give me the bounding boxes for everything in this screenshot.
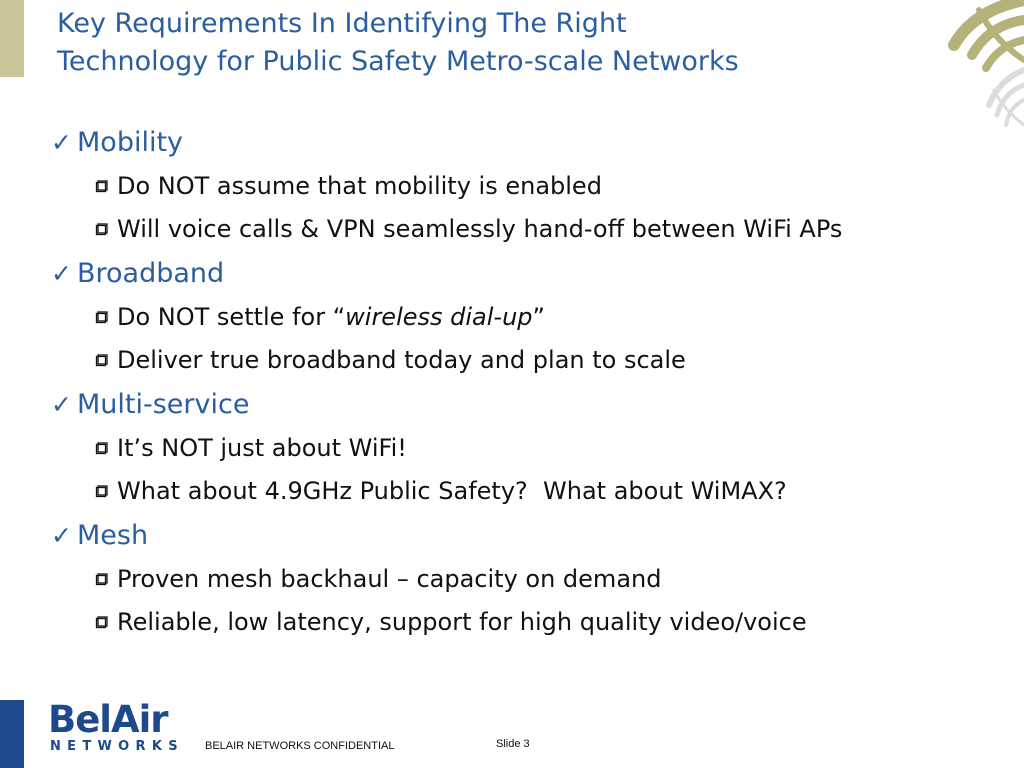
slide-title-line-1: Key Requirements In Identifying The Right [57, 8, 627, 39]
confidential-notice: BELAIR NETWORKS CONFIDENTIAL [205, 740, 395, 752]
bullet-mesh [51, 513, 1011, 557]
checkmark-icon: ✓ [51, 258, 72, 288]
bullet-label: Broadband [77, 257, 225, 289]
sub-bullet [51, 557, 1011, 601]
bullet-label: Mobility [77, 126, 184, 158]
slide-title [57, 5, 897, 81]
sub-bullet [51, 208, 1011, 252]
hollow-square-bullet-icon [95, 441, 117, 455]
bullet-label: Multi-service [77, 388, 250, 420]
sub-bullet-text: Deliver true broadband today and plan to scale [117, 346, 686, 375]
emphasis-text: wireless dial-up [345, 302, 533, 331]
hollow-square-bullet-icon [95, 484, 117, 498]
slide-title-line-2: Technology for Public Safety Metro-scale Networks [57, 46, 739, 77]
footer-accent-bar [0, 700, 24, 768]
belair-logo-wordmark: BelAir [48, 698, 168, 741]
sub-bullet [51, 426, 1011, 470]
sub-bullet [51, 470, 1011, 514]
hollow-square-bullet-icon [95, 222, 117, 236]
sub-bullet-text: Will voice calls & VPN seamlessly hand-off between WiFi APs [117, 215, 843, 244]
hollow-square-bullet-icon [95, 179, 117, 193]
hollow-square-bullet-icon [95, 615, 117, 629]
sub-bullet-text: Do NOT settle for “wireless dial-up” [117, 302, 545, 331]
sub-bullet-text: Do NOT assume that mobility is enabled [117, 171, 602, 200]
checkmark-icon: ✓ [51, 127, 72, 157]
slide-number: Slide 3 [496, 738, 530, 750]
belair-logo-networks: NETWORKS [50, 739, 184, 754]
sub-bullet [51, 295, 1011, 339]
hollow-square-bullet-icon [95, 310, 117, 324]
bullet-multi-service [51, 382, 1011, 426]
bullet-broadband [51, 251, 1011, 295]
bullet-mobility [51, 120, 1011, 164]
title-accent-bar [0, 0, 24, 77]
bullet-label: Mesh [77, 519, 149, 551]
sub-bullet-text: It’s NOT just about WiFi! [117, 433, 407, 462]
bullet-list [51, 120, 1011, 644]
sub-bullet-text: Reliable, low latency, support for high quality video/voice [117, 608, 807, 637]
sub-bullet [51, 339, 1011, 383]
sub-bullet [51, 164, 1011, 208]
hollow-square-bullet-icon [95, 572, 117, 586]
sub-bullet [51, 601, 1011, 645]
sub-bullet-text: Proven mesh backhaul – capacity on demand [117, 564, 662, 593]
hollow-square-bullet-icon [95, 353, 117, 367]
sub-bullet-text: What about 4.9GHz Public Safety? What about WiMAX? [117, 477, 787, 506]
checkmark-icon: ✓ [51, 389, 72, 419]
checkmark-icon: ✓ [51, 520, 72, 550]
